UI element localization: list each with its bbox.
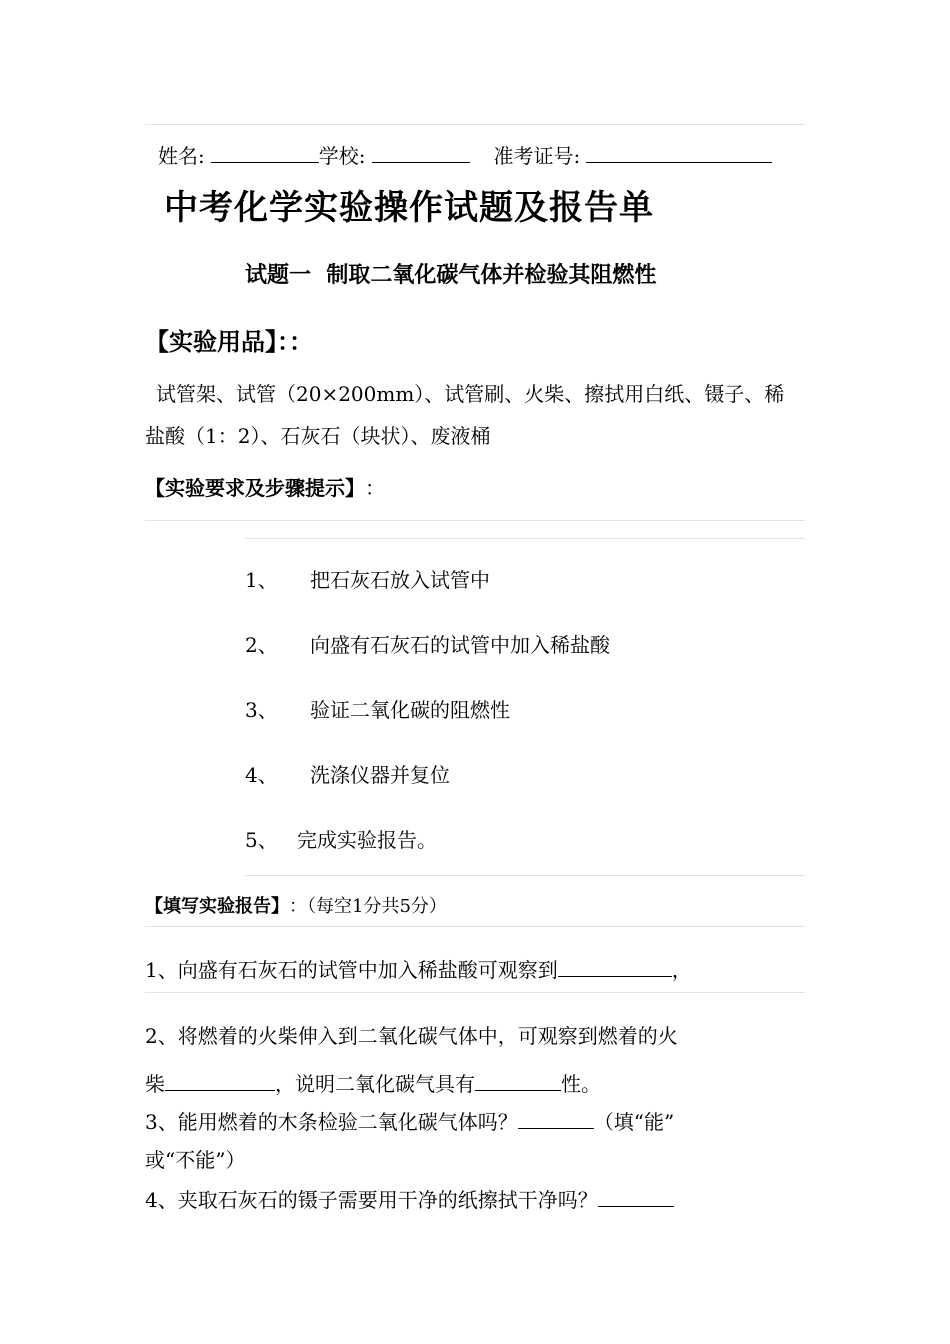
header-line bbox=[158, 140, 772, 169]
school-label: 学校: bbox=[318, 144, 366, 168]
q2-text-b: ，说明二氧化碳气具有 bbox=[275, 1072, 475, 1096]
exam-no-label: 准考证号: bbox=[493, 144, 581, 168]
step-number: 4、 bbox=[245, 763, 278, 787]
step-item bbox=[245, 694, 510, 723]
report-rule-1 bbox=[245, 875, 805, 876]
exam-no-blank[interactable] bbox=[586, 144, 772, 163]
name-label: 姓名: bbox=[158, 144, 205, 168]
step-item bbox=[245, 629, 610, 658]
step-text: 向盛有石灰石的试管中加入稀盐酸 bbox=[310, 633, 610, 657]
q2-text-a: 柴 bbox=[145, 1072, 165, 1096]
q3-text-a: 3、能用燃着的木条检验二氧化碳气体吗？ bbox=[145, 1110, 518, 1134]
step-item bbox=[245, 759, 450, 788]
q3-text-b: （填“能” bbox=[593, 1110, 675, 1134]
q2-line-2 bbox=[145, 1068, 601, 1097]
name-blank[interactable] bbox=[211, 144, 319, 163]
top-rule bbox=[145, 124, 805, 125]
q3-blank[interactable] bbox=[518, 1110, 594, 1129]
report-rule-2 bbox=[145, 926, 805, 927]
step-item bbox=[245, 564, 490, 593]
report-heading bbox=[145, 892, 447, 918]
q3-line-2: 或“不能”） bbox=[145, 1148, 246, 1172]
q1-end: ， bbox=[671, 958, 692, 982]
report-rule-3 bbox=[145, 992, 805, 993]
steps-heading-label: 【实验要求及步骤提示】 bbox=[145, 476, 365, 500]
q2-blank-1[interactable] bbox=[165, 1072, 275, 1091]
step-number: 3、 bbox=[245, 698, 278, 722]
q1-blank[interactable] bbox=[558, 958, 672, 977]
q4-text: 4、夹取石灰石的镊子需要用干净的纸擦拭干净吗？ bbox=[145, 1188, 598, 1212]
steps-rule-1 bbox=[145, 520, 805, 521]
materials-heading: 【实验用品】：： bbox=[145, 328, 313, 356]
q2-line-1: 2、将燃着的火柴伸入到二氧化碳气体中，可观察到燃着的火 bbox=[145, 1024, 678, 1048]
step-number: 2、 bbox=[245, 633, 278, 657]
step-text: 验证二氧化碳的阻燃性 bbox=[310, 698, 510, 722]
report-heading-label: 【填写实验报告】 bbox=[145, 896, 289, 917]
steps-heading-tail: ： bbox=[365, 476, 385, 500]
report-heading-tail: ：（每空1分共5分） bbox=[289, 896, 447, 917]
q1-text: 1、向盛有石灰石的试管中加入稀盐酸可观察到 bbox=[145, 958, 558, 982]
q2-text-c: 性。 bbox=[561, 1072, 601, 1096]
materials-line-2: 盐酸（1：2）、石灰石（块状）、废液桶 bbox=[145, 424, 491, 448]
step-text: 把石灰石放入试管中 bbox=[310, 568, 490, 592]
document-title: 中考化学实验操作试题及报告单 bbox=[164, 188, 654, 228]
q4-blank[interactable] bbox=[598, 1188, 674, 1207]
q2-blank-2[interactable] bbox=[475, 1072, 561, 1091]
school-blank[interactable] bbox=[372, 144, 470, 163]
step-item bbox=[245, 824, 437, 853]
step-text: 完成实验报告。 bbox=[297, 828, 437, 852]
step-text: 洗涤仪器并复位 bbox=[310, 763, 450, 787]
report-question-1 bbox=[145, 954, 692, 983]
steps-rule-2 bbox=[245, 538, 805, 539]
step-number: 5、 bbox=[245, 828, 278, 852]
report-question-4 bbox=[145, 1184, 674, 1213]
step-number: 1、 bbox=[245, 568, 278, 592]
steps-heading bbox=[145, 472, 385, 501]
q3-line-1 bbox=[145, 1106, 674, 1135]
question-title: 试题一 制取二氧化碳气体并检验其阻燃性 bbox=[245, 263, 657, 288]
materials-line-1: 试管架、试管（20×200mm）、试管刷、火柴、擦拭用白纸、镊子、稀 bbox=[156, 382, 785, 406]
